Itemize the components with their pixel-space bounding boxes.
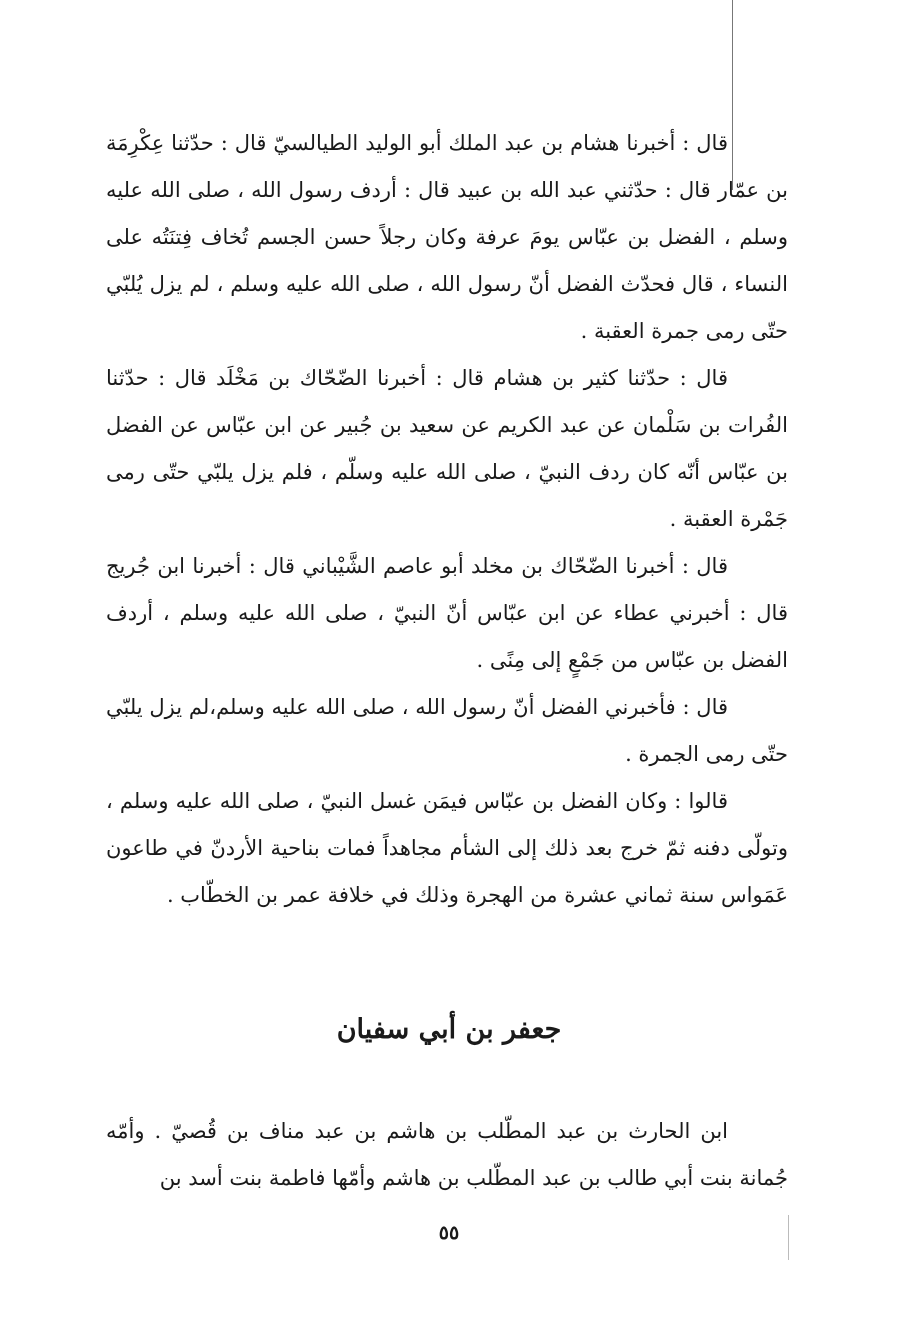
section-text-block xyxy=(106,1108,788,1202)
paragraph-1: قال : أخبرنا هشام بن عبد الملك أبو الوليد الطيالسيّ قال : حدّثنا عِكْرِمَة بن عمّار قال : حدّثني عبد الله بن عبيد قال : أردف رسول الله ، صلى الله عليه وسلم ، الفضل بن عبّاس يومَ عرفة وكان رجلاً حسن الجسم تُخاف فِتنَتُه على النساء ، قال فحدّث الفضل أنّ رسول الله ، صلى الله عليه وسلم ، لم يزل يُلبّي حتّى رمى جمرة العقبة . xyxy=(106,131,788,343)
section-paragraph: ابن الحارث بن عبد المطّلب بن هاشم بن عبد مناف بن قُصيّ . وأمّه جُمانة بنت أبي طالب بن عبد المطّلب بن هاشم وأمّها فاطمة بنت أسد بن xyxy=(106,1119,788,1190)
paragraph-3: قال : أخبرنا الضّحّاك بن مخلد أبو عاصم الشَّيْباني قال : أخبرنا ابن جُريج قال : أخبرني عطاء عن ابن عبّاس أنّ النبيّ ، صلى الله عليه وسلم ، أردف الفضل بن عبّاس من جَمْعٍ إلى مِنًى . xyxy=(106,554,788,672)
page-number: ٥٥ xyxy=(438,1222,460,1244)
paragraph-4: قال : فأخبرني الفضل أنّ رسول الله ، صلى الله عليه وسلم،لم يزل يلبّي حتّى رمى الجمرة . xyxy=(106,695,788,766)
section-heading: جعفر بن أبي سفيان xyxy=(336,1014,562,1045)
paragraph-2: قال : حدّثنا كثير بن هشام قال : أخبرنا الضّحّاك بن مَخْلَد قال : حدّثنا الفُرات بن سَلْمان عن عبد الكريم عن سعيد بن جُبير عن ابن عبّاس عن الفضل بن عبّاس أنّه كان ردف النبيّ ، صلى الله عليه وسلّم ، فلم يزل يلبّي حتّى رمى جَمْرة العقبة . xyxy=(106,366,788,531)
paragraph-5: قالوا : وكان الفضل بن عبّاس فيمَن غسل النبيّ ، صلى الله عليه وسلم ، وتولّى دفنه ثمّ خرج بعد ذلك إلى الشأم مجاهداً فمات بناحية الأردنّ في طاعون عَمَواس سنة ثماني عشرة من الهجرة وذلك في خلافة عمر بن الخطّاب . xyxy=(106,789,788,907)
main-text-block xyxy=(106,120,788,919)
